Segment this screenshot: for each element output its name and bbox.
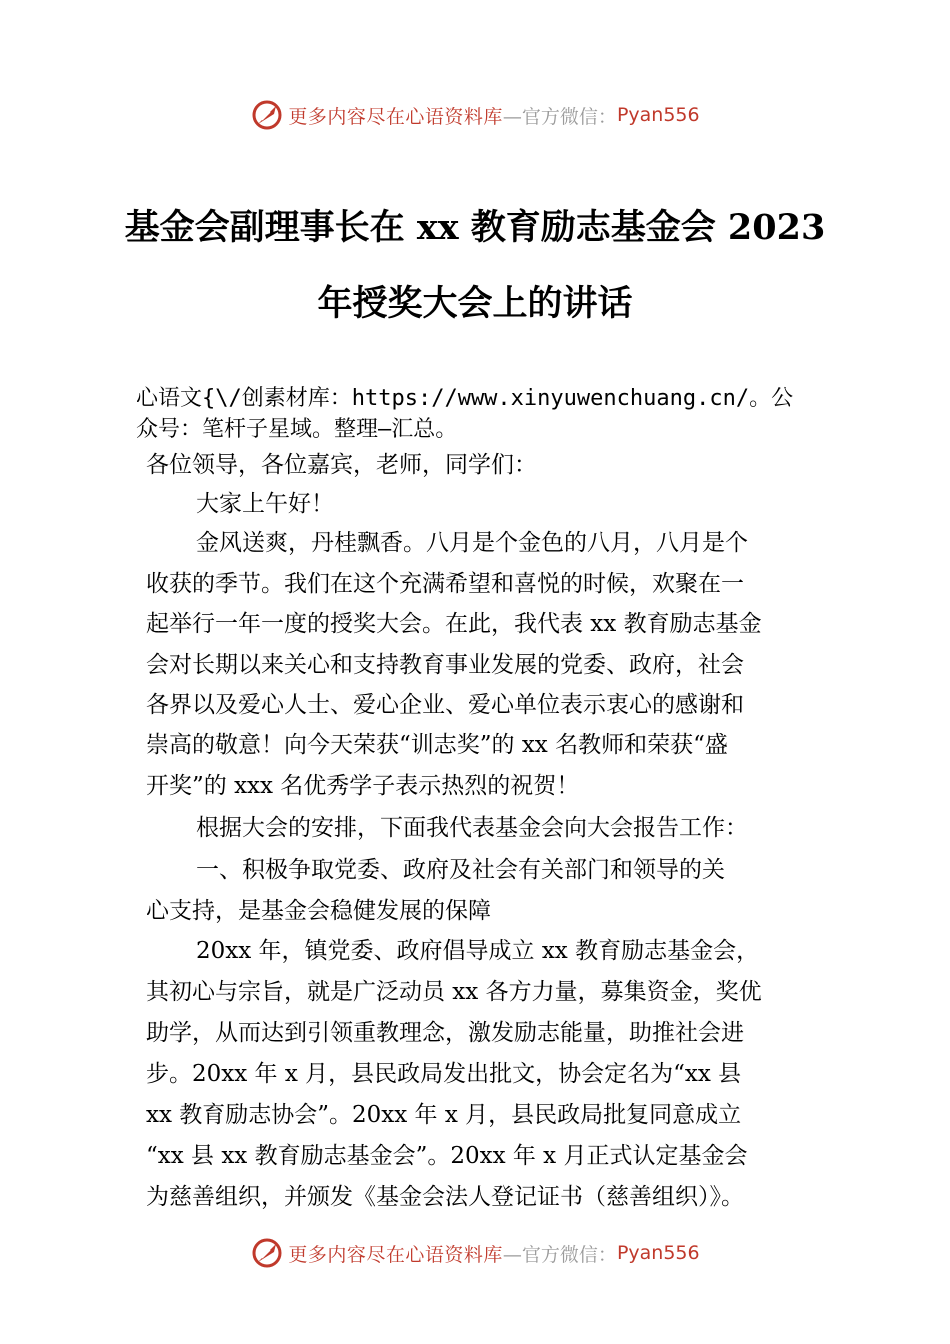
body-line: 心语文{\/创素材库：https://www.xinyuwenchuang.cn/。公 [136,386,794,411]
document-title-line-1: 基金会副理事长在 xx 教育励志基金会 2023 [124,207,826,248]
paragraph-line: 会对长期以来关心和支持教育事业发展的党委、政府，社会 [146,652,744,678]
feather-pen-logo-icon [250,98,284,132]
salutation: 各位领导，各位嘉宾，老师，同学们： [146,452,537,478]
body-line: 众号：笔杆子星域。整理—汇总。 [136,417,458,442]
paragraph-line: 崇高的敬意！向今天荣获“训志奖”的 xx 名教师和荣获“盛 [146,732,728,758]
section-heading-line: 心支持，是基金会稳健发展的保障 [146,898,491,924]
paragraph-line: xx 教育励志协会”。20xx 年 x 月，县民政局批复同意成立 [146,1102,742,1128]
watermark-wechat-id: Pyan556 [616,104,700,126]
document-title-line-2: 年授奖大会上的讲话 [317,283,633,324]
watermark-separator: —官方微信： [502,105,617,128]
paragraph-line: 金风送爽，丹桂飘香。八月是个金色的八月，八月是个 [196,530,748,556]
paragraph-line: 为慈善组织，并颁发《基金会法人登记证书（慈善组织）》。 [146,1184,744,1210]
footer-watermark [0,1233,950,1273]
feather-pen-logo-icon [250,1236,284,1270]
header-watermark [0,95,950,135]
section-heading-line: 一、积极争取党委、政府及社会有关部门和领导的关 [196,857,725,883]
paragraph-line: 20xx 年，镇党委、政府倡导成立 xx 教育励志基金会， [196,938,760,964]
paragraph-line: 根据大会的安排，下面我代表基金会向大会报告工作： [196,815,748,841]
watermark-text: 更多内容尽在心语资料库 [288,1243,503,1266]
paragraph-line: 各界以及爱心人士、爱心企业、爱心单位表示衷心的感谢和 [146,692,744,718]
paragraph-line: “xx 县 xx 教育励志基金会”。20xx 年 x 月正式认定基金会 [146,1143,748,1169]
paragraph-line: 其初心与宗旨，就是广泛动员 xx 各方力量，募集资金，奖优 [146,979,762,1005]
paragraph-line: 起举行一年一度的授奖大会。在此，我代表 xx 教育励志基金 [146,611,762,637]
watermark-text: 更多内容尽在心语资料库 [288,105,503,128]
paragraph-line: 收获的季节。我们在这个充满希望和喜悦的时候，欢聚在一 [146,571,744,597]
paragraph-line: 助学，从而达到引领重教理念，激发励志能量，助推社会进 [146,1020,744,1046]
greeting: 大家上午好！ [196,491,334,517]
paragraph-line: 步。20xx 年 x 月，县民政局发出批文，协会定名为“xx 县 [146,1061,742,1087]
paragraph-line: 开奖”的 xxx 名优秀学子表示热烈的祝贺！ [146,773,580,799]
watermark-wechat-id: Pyan556 [616,1242,700,1264]
watermark-separator: —官方微信： [502,1243,617,1266]
